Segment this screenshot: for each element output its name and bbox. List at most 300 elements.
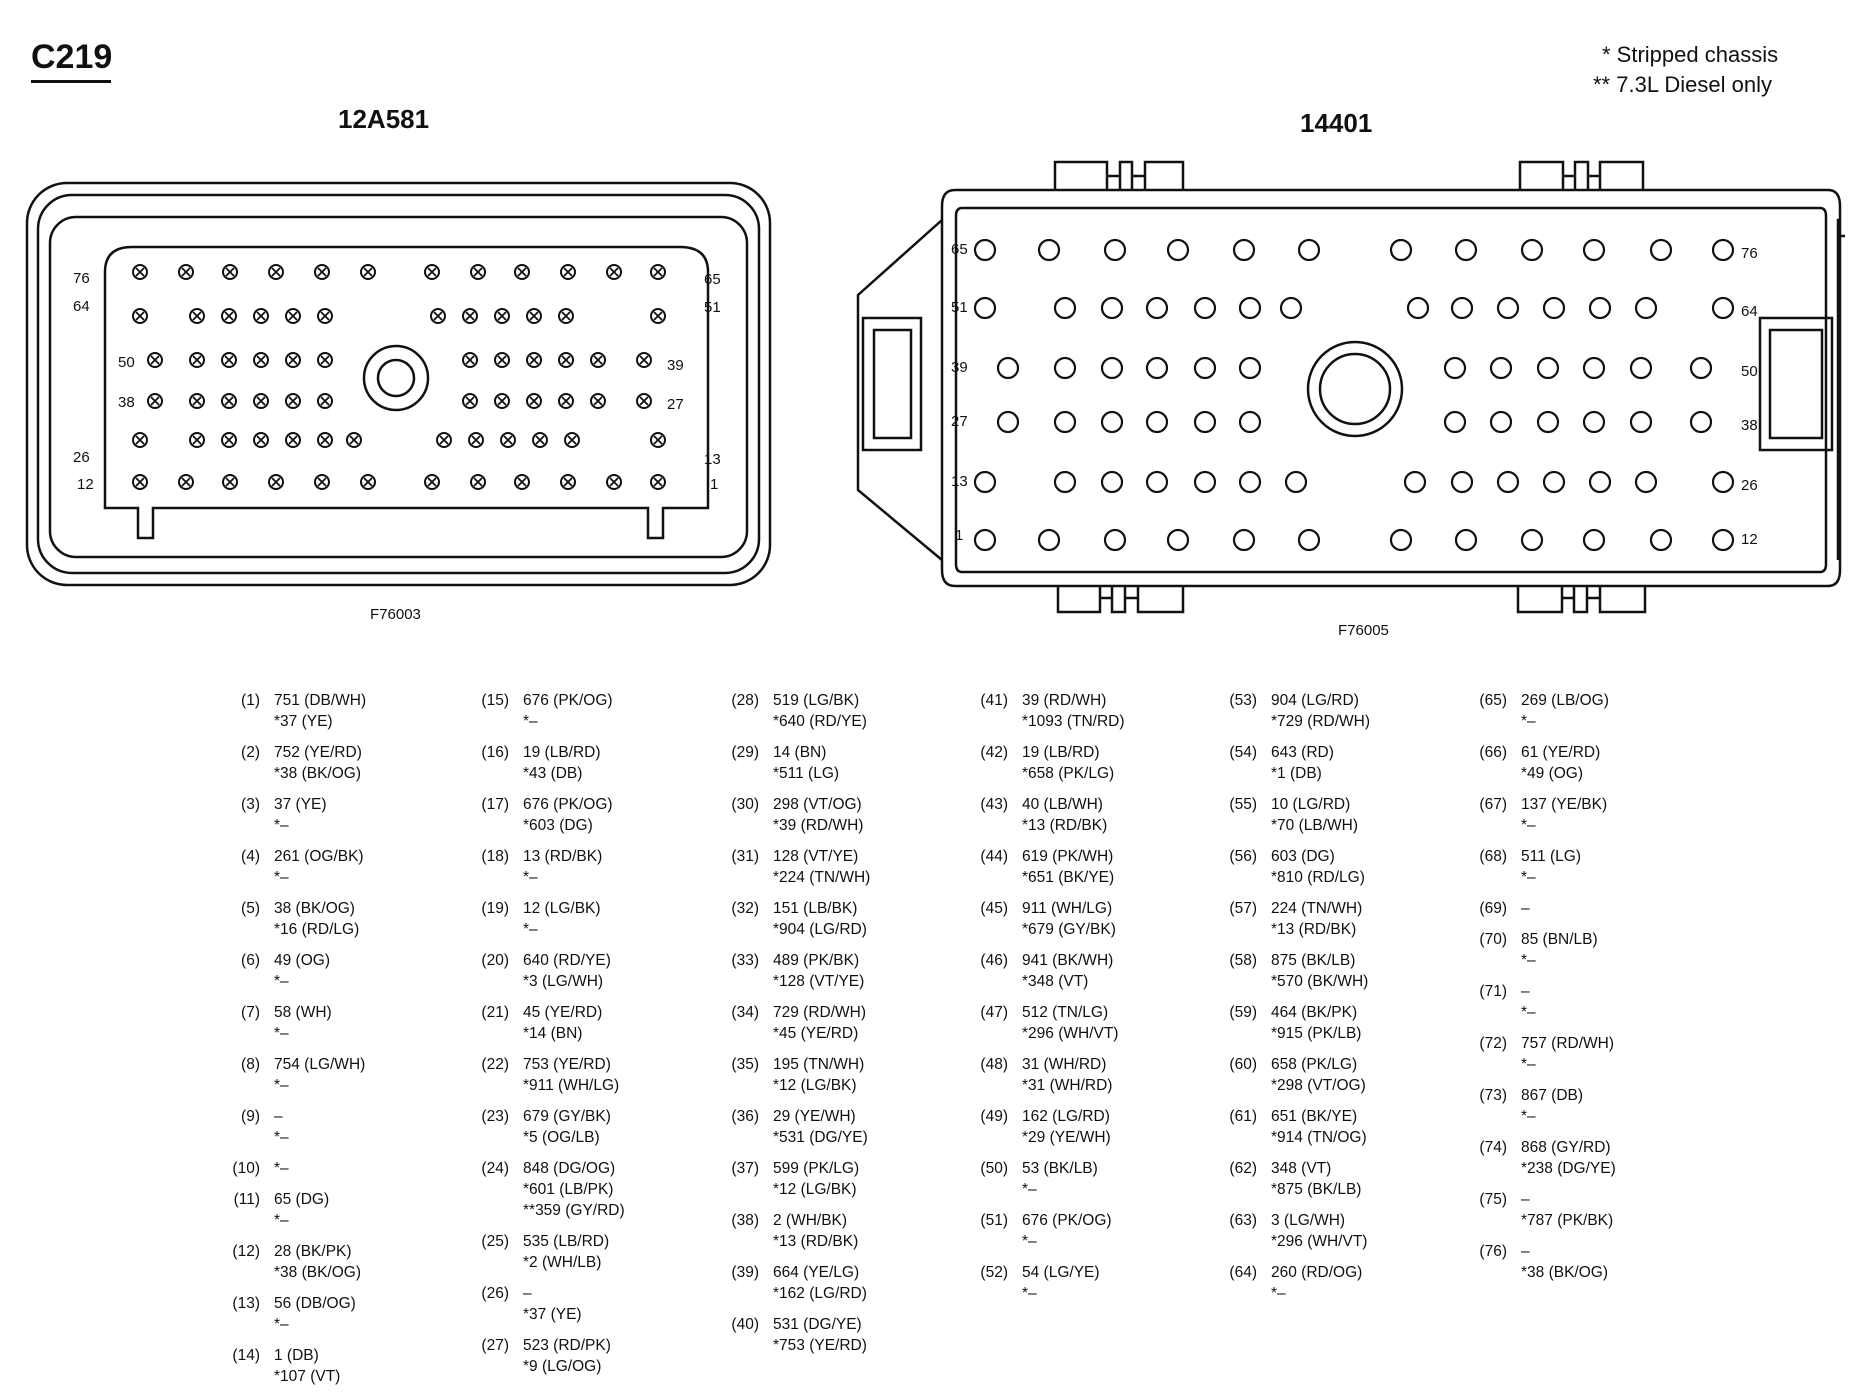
wire-circuit: 753 (YE/RD) [523, 1056, 611, 1073]
wire-circuit: *– [523, 869, 538, 886]
pin-cavity [533, 433, 547, 447]
pin-number: (66) [1479, 744, 1507, 761]
wire-circuit: – [1521, 900, 1530, 917]
wire-list [1022, 1054, 1112, 1096]
pin-number: (61) [1229, 1108, 1257, 1125]
wire-list [1271, 846, 1365, 888]
pin-cavity [1636, 472, 1656, 492]
pin-cavity [254, 309, 268, 323]
pin-cavity [1456, 530, 1476, 550]
right-connector-pins [975, 240, 1733, 550]
pin-cavity [1286, 472, 1306, 492]
wire-list [523, 1002, 602, 1044]
pinout-entry [727, 742, 967, 784]
pin-number: (15) [481, 692, 509, 709]
wire-list [773, 1106, 868, 1148]
pin-number: (12) [232, 1243, 260, 1260]
wire-circuit: *– [1271, 1285, 1286, 1302]
wire-circuit: 519 (LG/BK) [773, 692, 860, 709]
pin-number: (21) [481, 1004, 509, 1021]
pin-number: (25) [481, 1233, 509, 1250]
pin-cavity [1713, 472, 1733, 492]
pinout-entry [727, 690, 967, 732]
wire-circuit: *– [274, 817, 289, 834]
pinout-entry [1225, 846, 1465, 888]
pin-cavity [651, 475, 665, 489]
pin-number: (47) [980, 1004, 1008, 1021]
wire-list [1521, 898, 1530, 919]
pin-cavity [223, 265, 237, 279]
pin-number: (23) [481, 1108, 509, 1125]
right-pin-label-50: 50 [1741, 363, 1758, 380]
pin-cavity [559, 394, 573, 408]
wire-list [773, 898, 867, 940]
pinout-entry [727, 1210, 967, 1252]
pin-cavity [1544, 298, 1564, 318]
wire-circuit: 10 (LG/RD) [1271, 796, 1351, 813]
pin-number: (30) [731, 796, 759, 813]
wire-circuit: *38 (BK/OG) [1521, 1264, 1608, 1281]
wire-circuit: 512 (TN/LG) [1022, 1004, 1109, 1021]
pin-cavity [1055, 472, 1075, 492]
pinout-column-4 [976, 690, 1216, 1314]
pin-cavity [975, 240, 995, 260]
wire-circuit: 137 (YE/BK) [1521, 796, 1608, 813]
pin-number: (68) [1479, 848, 1507, 865]
wire-list [773, 1002, 866, 1044]
pin-cavity [1636, 298, 1656, 318]
wire-list [523, 1054, 619, 1096]
pin-cavity [254, 394, 268, 408]
pin-number: (28) [731, 692, 759, 709]
wire-list [274, 794, 327, 836]
pin-cavity [651, 433, 665, 447]
pinout-entry [1225, 1106, 1465, 1148]
pin-number: (40) [731, 1316, 759, 1333]
pin-cavity [318, 309, 332, 323]
pinout-entry [228, 898, 468, 940]
pinout-entry [976, 898, 1216, 940]
pinout-entry [477, 794, 717, 836]
wire-circuit: *640 (RD/YE) [773, 713, 867, 730]
wire-list [523, 1106, 611, 1148]
pinout-entry [477, 1283, 717, 1325]
pin-cavity [559, 309, 573, 323]
pin-cavity [1147, 358, 1167, 378]
wire-circuit: *729 (RD/WH) [1271, 713, 1371, 730]
wire-circuit: *– [274, 1077, 289, 1094]
wire-circuit: 28 (BK/PK) [274, 1243, 352, 1260]
pin-cavity [559, 353, 573, 367]
pin-cavity [471, 475, 485, 489]
wire-circuit: *13 (RD/BK) [1022, 817, 1108, 834]
wire-list [274, 1345, 340, 1387]
wire-circuit: *238 (DG/YE) [1521, 1160, 1616, 1177]
wire-circuit: *296 (WH/VT) [1022, 1025, 1119, 1042]
wire-circuit: *– [523, 921, 538, 938]
pin-cavity [318, 433, 332, 447]
wire-circuit: *– [274, 1025, 289, 1042]
wire-circuit: 511 (LG) [1521, 848, 1582, 865]
wire-list [523, 1158, 625, 1221]
pinout-entry [976, 1002, 1216, 1044]
pin-number: (39) [731, 1264, 759, 1281]
pinout-entry [1475, 929, 1715, 971]
pinout-entry [1475, 690, 1715, 732]
pin-number: (62) [1229, 1160, 1257, 1177]
pinout-entry [976, 742, 1216, 784]
pin-cavity [607, 475, 621, 489]
pinout-entry [1475, 1137, 1715, 1179]
wire-list [274, 1054, 365, 1096]
wire-circuit: 867 (DB) [1521, 1087, 1584, 1104]
pin-cavity [286, 394, 300, 408]
wire-circuit: 658 (PK/LG) [1271, 1056, 1358, 1073]
wire-circuit: 45 (YE/RD) [523, 1004, 603, 1021]
wire-circuit: *224 (TN/WH) [773, 869, 871, 886]
left-pin-label-76: 76 [73, 270, 90, 287]
pinout-entry [727, 1002, 967, 1044]
wire-circuit: *511 (LG) [773, 765, 840, 782]
pin-cavity [1631, 358, 1651, 378]
wire-circuit: – [1521, 1243, 1530, 1260]
wire-list [274, 1293, 356, 1335]
pin-number: (70) [1479, 931, 1507, 948]
wire-circuit: 13 (RD/BK) [523, 848, 603, 865]
pin-cavity [1631, 412, 1651, 432]
pinout-entry [976, 1262, 1216, 1304]
wire-circuit: 752 (YE/RD) [274, 744, 362, 761]
pin-number: (16) [481, 744, 509, 761]
wire-list [523, 742, 601, 784]
left-pin-labels [73, 270, 721, 493]
pinout-entry [477, 1335, 717, 1377]
wire-list [1022, 794, 1107, 836]
pinout-entry [727, 898, 967, 940]
wire-circuit: *679 (GY/BK) [1022, 921, 1116, 938]
pinout-entry [1475, 846, 1715, 888]
pin-cavity [133, 309, 147, 323]
pin-number: (51) [980, 1212, 1008, 1229]
left-pin-label-51: 51 [704, 299, 721, 316]
wire-list [274, 690, 366, 732]
wire-list [274, 846, 364, 888]
wire-circuit: 868 (GY/RD) [1521, 1139, 1611, 1156]
wire-list [523, 950, 611, 992]
pin-cavity [651, 265, 665, 279]
right-figure-number: F76005 [1338, 622, 1389, 639]
pin-number: (9) [241, 1108, 260, 1125]
pinout-entry [228, 1054, 468, 1096]
wire-circuit: 128 (VT/YE) [773, 848, 859, 865]
pin-cavity [561, 475, 575, 489]
wire-circuit: 599 (PK/LG) [773, 1160, 860, 1177]
pin-cavity [1713, 240, 1733, 260]
pin-number: (22) [481, 1056, 509, 1073]
pin-number: (46) [980, 952, 1008, 969]
wire-circuit: *570 (BK/WH) [1271, 973, 1369, 990]
wire-list [1521, 1241, 1608, 1283]
pin-number: (74) [1479, 1139, 1507, 1156]
wire-list [773, 1262, 867, 1304]
pin-cavity [1102, 472, 1122, 492]
pin-cavity [1522, 240, 1542, 260]
pinout-entry [976, 846, 1216, 888]
pin-cavity [133, 265, 147, 279]
pin-cavity [1651, 530, 1671, 550]
pin-number: (11) [233, 1191, 260, 1208]
wire-circuit: *162 (LG/RD) [773, 1285, 867, 1302]
pinout-entry [228, 794, 468, 836]
wire-list [523, 1231, 609, 1273]
pin-cavity [1391, 240, 1411, 260]
wire-circuit: *37 (YE) [523, 1306, 582, 1323]
pin-number: (2) [241, 744, 260, 761]
wire-list [274, 742, 362, 784]
wire-circuit: 464 (BK/PK) [1271, 1004, 1358, 1021]
left-connector-drawing [27, 183, 770, 585]
pin-cavity [318, 394, 332, 408]
pin-number: (59) [1229, 1004, 1257, 1021]
pin-cavity [637, 394, 651, 408]
pin-number: (29) [731, 744, 759, 761]
pin-cavity [1713, 298, 1733, 318]
pin-number: (6) [241, 952, 260, 969]
pin-cavity [1590, 472, 1610, 492]
wire-circuit: *753 (YE/RD) [773, 1337, 867, 1354]
pinout-entry [727, 950, 967, 992]
pinout-column-2 [477, 690, 717, 1387]
pinout-entry [1225, 1054, 1465, 1096]
wire-list [1022, 1210, 1112, 1252]
left-pin-label-50: 50 [118, 354, 135, 371]
pin-cavity [1055, 412, 1075, 432]
pinout-entry [228, 1106, 468, 1148]
pin-cavity [1240, 412, 1260, 432]
wire-circuit: 523 (RD/PK) [523, 1337, 611, 1354]
wire-circuit: 260 (RD/OG) [1271, 1264, 1363, 1281]
pinout-entry [477, 898, 717, 940]
pinout-entry [228, 1293, 468, 1335]
wire-list [1022, 742, 1114, 784]
pin-cavity [975, 530, 995, 550]
pin-cavity [315, 265, 329, 279]
wire-circuit: *810 (RD/LG) [1271, 869, 1365, 886]
pinout-entry [1475, 981, 1715, 1023]
wire-list [274, 1241, 361, 1283]
pin-number: (54) [1229, 744, 1257, 761]
wire-circuit: 535 (LB/RD) [523, 1233, 610, 1250]
wire-list [1521, 1085, 1583, 1127]
wire-circuit: *128 (VT/YE) [773, 973, 865, 990]
wire-circuit: 19 (LB/RD) [523, 744, 601, 761]
pin-cavity [998, 358, 1018, 378]
wire-circuit: 269 (LB/OG) [1521, 692, 1609, 709]
wire-circuit: 664 (YE/LG) [773, 1264, 860, 1281]
wire-circuit: 298 (VT/OG) [773, 796, 862, 813]
pinout-entry [1225, 1262, 1465, 1304]
wire-circuit: – [523, 1285, 532, 1302]
pin-cavity [1405, 472, 1425, 492]
wire-circuit: *658 (PK/LG) [1022, 765, 1115, 782]
pin-cavity [1590, 298, 1610, 318]
pin-cavity [179, 265, 193, 279]
pin-cavity [315, 475, 329, 489]
wire-list [1271, 1262, 1362, 1304]
pinout-entry [976, 1106, 1216, 1148]
pin-cavity [1102, 412, 1122, 432]
pin-cavity [222, 394, 236, 408]
wire-circuit: *– [523, 713, 538, 730]
pin-number: (41) [980, 692, 1008, 709]
pin-number: (76) [1479, 1243, 1507, 1260]
right-pin-label-12: 12 [1741, 531, 1758, 548]
pin-number: (45) [980, 900, 1008, 917]
pin-number: (67) [1479, 796, 1507, 813]
wire-circuit: *911 (WH/LG) [523, 1077, 620, 1094]
pin-number: (3) [241, 796, 260, 813]
pin-cavity [1491, 412, 1511, 432]
pinout-entry [1475, 898, 1715, 919]
page-title: C219 [31, 38, 113, 76]
wire-circuit: 619 (PK/WH) [1022, 848, 1114, 865]
wire-circuit: *298 (VT/OG) [1271, 1077, 1366, 1094]
wire-list [274, 950, 330, 992]
pin-cavity [1195, 472, 1215, 492]
wire-circuit: 676 (PK/OG) [523, 692, 613, 709]
pin-cavity [361, 475, 375, 489]
wire-list [1521, 742, 1600, 784]
pinout-entry [1475, 1189, 1715, 1231]
wire-circuit: *14 (BN) [523, 1025, 583, 1042]
pin-number: (35) [731, 1056, 759, 1073]
pin-cavity [1102, 298, 1122, 318]
pin-number: (32) [731, 900, 759, 917]
wire-circuit: *– [274, 869, 289, 886]
wire-circuit: *29 (YE/WH) [1022, 1129, 1111, 1146]
pinout-column-3 [727, 690, 967, 1366]
pinout-entry [477, 1106, 717, 1148]
wire-circuit: *1093 (TN/RD) [1022, 713, 1125, 730]
wire-circuit: 848 (DG/OG) [523, 1160, 616, 1177]
pin-cavity [651, 309, 665, 323]
wire-list [1521, 981, 1536, 1023]
pin-cavity [222, 309, 236, 323]
pin-cavity [1147, 472, 1167, 492]
wire-circuit: 729 (RD/WH) [773, 1004, 867, 1021]
wire-circuit: *37 (YE) [274, 713, 333, 730]
wire-list [1521, 929, 1598, 971]
pinout-entry [727, 1106, 967, 1148]
pin-cavity [1691, 412, 1711, 432]
wire-list [1521, 1137, 1616, 1179]
wire-list [1271, 1106, 1367, 1148]
pin-cavity [254, 353, 268, 367]
wire-circuit: **359 (GY/RD) [523, 1202, 625, 1219]
pin-number: (73) [1479, 1087, 1507, 1104]
pin-cavity [1234, 240, 1254, 260]
wire-circuit: 14 (BN) [773, 744, 827, 761]
wire-list [1022, 1158, 1098, 1200]
note-diesel-only: ** 7.3L Diesel only [1593, 72, 1772, 97]
wire-circuit: 38 (BK/OG) [274, 900, 355, 917]
wire-circuit: *16 (RD/LG) [274, 921, 360, 938]
wire-list [773, 1158, 859, 1200]
wire-list [1022, 690, 1125, 732]
pin-cavity [1538, 358, 1558, 378]
pin-cavity [1584, 530, 1604, 550]
pin-number: (60) [1229, 1056, 1257, 1073]
pin-cavity [1498, 472, 1518, 492]
pinout-entry [228, 1002, 468, 1044]
wire-list [1271, 794, 1358, 836]
wire-circuit: 85 (BN/LB) [1521, 931, 1598, 948]
pinout-entry [1225, 1002, 1465, 1044]
wire-list [773, 1210, 858, 1252]
wire-circuit: *531 (DG/YE) [773, 1129, 868, 1146]
pinout-entry [727, 846, 967, 888]
pinout-entry [976, 690, 1216, 732]
wire-list [523, 690, 613, 732]
pinout-entry [727, 1262, 967, 1304]
pin-number: (64) [1229, 1264, 1257, 1281]
pinout-entry [228, 950, 468, 992]
pin-cavity [1651, 240, 1671, 260]
wire-circuit: 56 (DB/OG) [274, 1295, 356, 1312]
pinout-entry [1225, 1158, 1465, 1200]
wire-circuit: 58 (WH) [274, 1004, 332, 1021]
wire-circuit: *– [1521, 817, 1536, 834]
pin-cavity [591, 353, 605, 367]
wire-list [1271, 1054, 1366, 1096]
pin-cavity [1445, 358, 1465, 378]
pin-cavity [527, 353, 541, 367]
wire-circuit: *– [274, 1212, 289, 1229]
wire-circuit: *12 (LG/BK) [773, 1077, 857, 1094]
pin-cavity [1234, 530, 1254, 550]
wire-list [523, 846, 602, 888]
wire-circuit: 651 (BK/YE) [1271, 1108, 1358, 1125]
wire-list [1271, 742, 1334, 784]
wire-list [1022, 1106, 1111, 1148]
wire-circuit: 37 (YE) [274, 796, 327, 813]
pin-cavity [1055, 358, 1075, 378]
pin-cavity [1039, 240, 1059, 260]
pin-number: (7) [241, 1004, 260, 1021]
wire-circuit: *43 (DB) [523, 765, 583, 782]
pinout-entry [477, 1054, 717, 1096]
left-pin-label-1: 1 [710, 476, 719, 493]
wire-circuit: 640 (RD/YE) [523, 952, 611, 969]
wire-list [274, 1106, 289, 1148]
pin-cavity [1491, 358, 1511, 378]
wire-list [773, 950, 864, 992]
wire-circuit: 875 (BK/LB) [1271, 952, 1356, 969]
wire-circuit: 643 (RD) [1271, 744, 1334, 761]
pinout-entry [477, 1231, 717, 1273]
left-pin-label-64: 64 [73, 298, 90, 315]
wire-circuit: 676 (PK/OG) [1022, 1212, 1112, 1229]
pin-cavity [1039, 530, 1059, 550]
pin-cavity [1498, 298, 1518, 318]
wire-circuit: 49 (OG) [274, 952, 330, 969]
wire-circuit: *– [1521, 869, 1536, 886]
pin-cavity [1713, 530, 1733, 550]
pin-number: (55) [1229, 796, 1257, 813]
pinout-entry [228, 742, 468, 784]
pinout-column-5 [1225, 690, 1465, 1314]
wire-circuit: 39 (RD/WH) [1022, 692, 1107, 709]
